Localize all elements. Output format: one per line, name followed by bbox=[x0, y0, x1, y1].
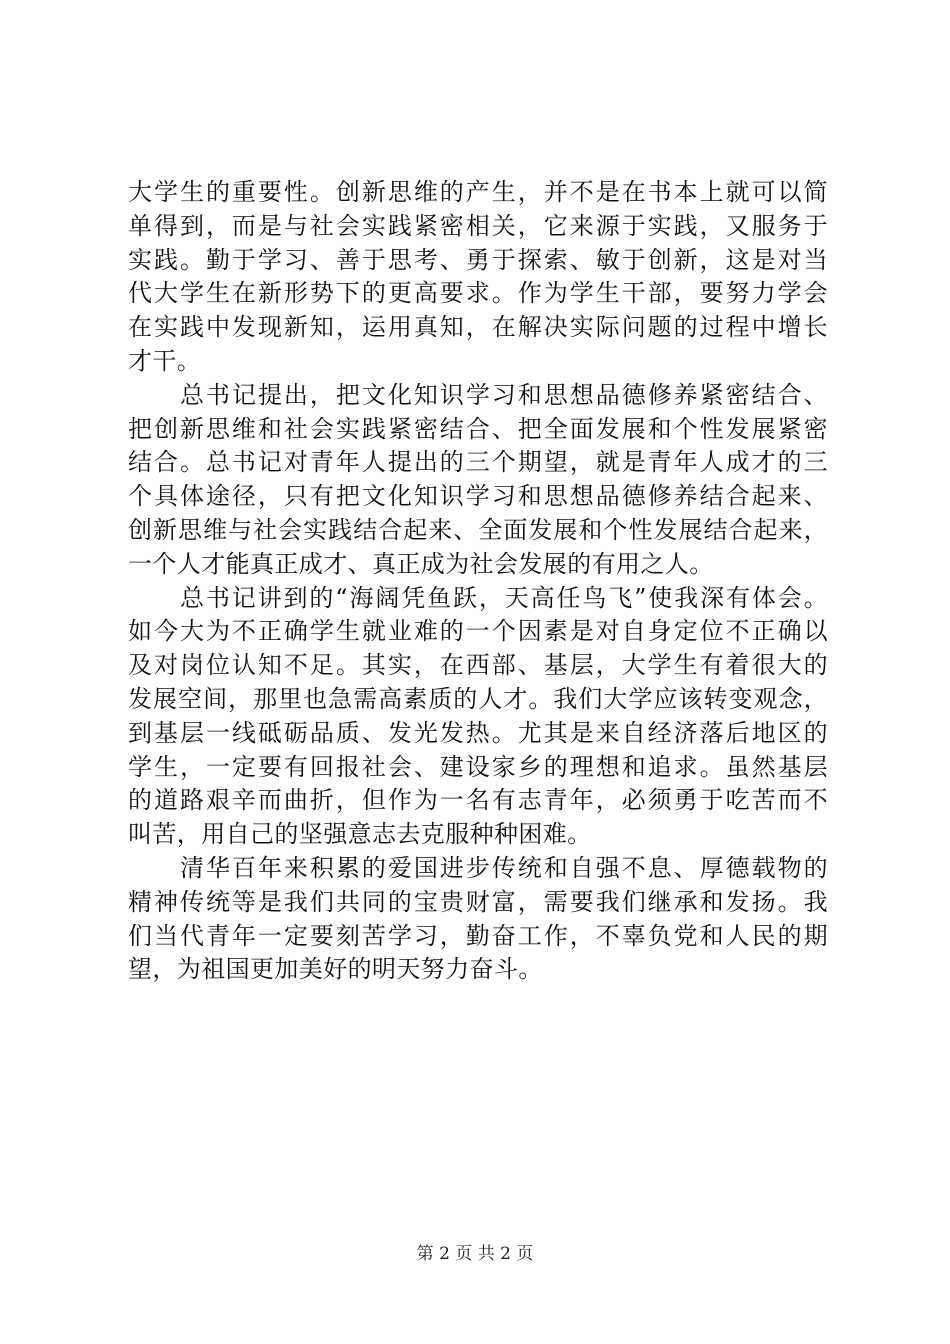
text-line: 在实践中发现新知，运用真知，在解决实际问题的过程中增长 bbox=[128, 313, 828, 342]
text-line: 的道路艰辛而曲折，但作为一名有志青年，必须勇于吃苦而不 bbox=[128, 786, 828, 815]
text-line: 如今大为不正确学生就业难的一个因素是对自身定位不正确以 bbox=[128, 617, 828, 646]
text-line: 望，为祖国更加美好的明天努力奋斗。 bbox=[128, 955, 543, 984]
text-line: 到基层一线砥砺品质、发光发热。尤其是来自经济落后地区的 bbox=[128, 718, 828, 747]
text-line: 个具体途径，只有把文化知识学习和思想品德修养结合起来、 bbox=[128, 482, 828, 511]
text-line: 精神传统等是我们共同的宝贵财富，需要我们继承和发扬。我 bbox=[128, 887, 828, 916]
text-line: 单得到，而是与社会实践紧密相关，它来源于实践，又服务于 bbox=[128, 211, 828, 240]
text-line: 创新思维与社会实践结合起来、全面发展和个性发展结合起来， bbox=[128, 515, 828, 544]
text-line: 一个人才能真正成才、真正成为社会发展的有用之人。 bbox=[128, 549, 714, 578]
text-line: 及对岗位认知不足。其实，在西部、基层，大学生有着很大的 bbox=[128, 651, 828, 680]
page-footer: 第 2 页 共 2 页 bbox=[416, 1244, 534, 1264]
text-line: 叫苦，用自己的坚强意志去克服种种困难。 bbox=[128, 820, 592, 849]
text-line: 结合。总书记对青年人提出的三个期望，就是青年人成才的三 bbox=[128, 448, 828, 477]
text-line: 发展空间，那里也急需高素质的人才。我们大学应该转变观念， bbox=[128, 684, 828, 713]
text-line: 们当代青年一定要刻苦学习，勤奋工作，不辜负党和人民的期 bbox=[128, 921, 828, 950]
text-line: 大学生的重要性。创新思维的产生，并不是在书本上就可以简 bbox=[128, 178, 828, 206]
text-line: 把创新思维和社会实践紧密结合、把全面发展和个性发展紧密 bbox=[128, 414, 828, 443]
text-line: 代大学生在新形势下的更高要求。作为学生干部，要努力学会 bbox=[128, 279, 828, 308]
body-text bbox=[128, 176, 828, 987]
text-line: 才干。 bbox=[128, 346, 202, 375]
paragraph-first-line: 总书记提出，把文化知识学习和思想品德修养紧密结合、 bbox=[180, 380, 828, 409]
paragraph-first-line: 清华百年来积累的爱国进步传统和自强不息、厚德载物的 bbox=[180, 853, 828, 882]
paragraph-first-line: 总书记讲到的“海阔凭鱼跃，天高任鸟飞”使我深有体会。 bbox=[180, 583, 828, 612]
text-line: 实践。勤于学习、善于思考、勇于探索、敏于创新，这是对当 bbox=[128, 245, 828, 274]
text-line: 学生，一定要有回报社会、建设家乡的理想和追求。虽然基层 bbox=[128, 752, 828, 781]
